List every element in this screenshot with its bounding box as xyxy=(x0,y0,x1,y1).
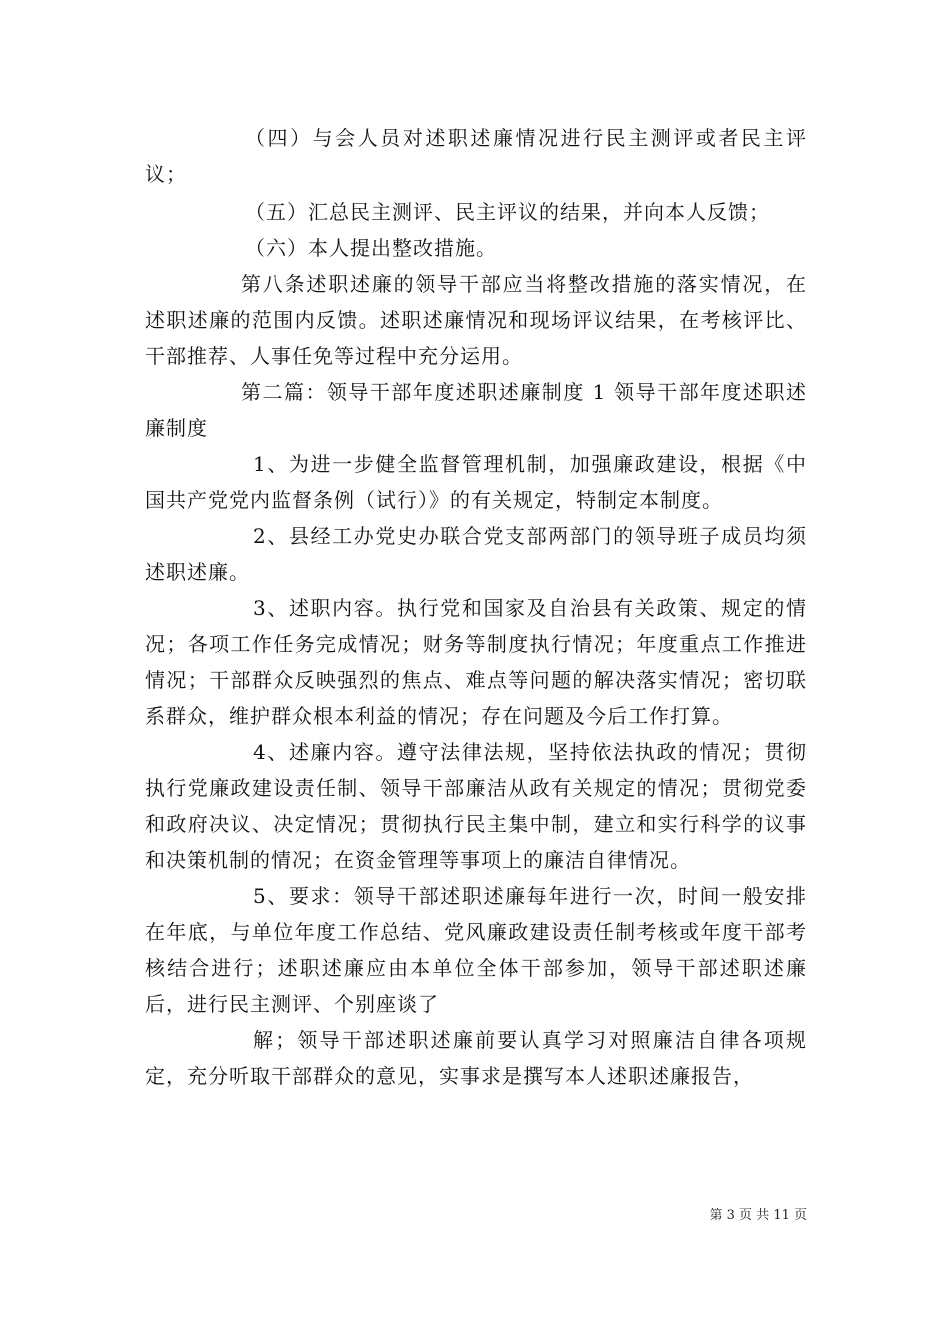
paragraph-item-6: （六）本人提出整改措施。 xyxy=(245,236,497,260)
paragraph-rule-4: 4、述廉内容。遵守法律法规，坚持依法执政的情况；贯彻执行党廉政建设责任制、领导干部廉洁从政有关规定的情况；贯彻党委和政府决议、决定情况；贯彻执行民主集中制，建立和实行科学的议事和决策机制的情况；在资金管理等事项上的廉洁自律情况。 xyxy=(145,740,807,872)
paragraph-item-4: （四）与会人员对述职述廉情况进行民主测评或者民主评议； xyxy=(145,126,807,186)
paragraph-rule-3: 3、述职内容。执行党和国家及自治县有关政策、规定的情况；各项工作任务完成情况；财务等制度执行情况；年度重点工作推进情况；干部群众反映强烈的焦点、难点等问题的解决落实情况；密切联系群众，维护群众根本利益的情况；存在问题及今后工作打算。 xyxy=(145,596,807,728)
paragraph-item-5: （五）汇总民主测评、民主评议的结果，并向本人反馈； xyxy=(245,200,770,224)
paragraph-continuation: 解；领导干部述职述廉前要认真学习对照廉洁自律各项规定，充分听取干部群众的意见，实事求是撰写本人述职述廉报告， xyxy=(145,1028,807,1088)
paragraph-rule-1: 1、为进一步健全监督管理机制，加强廉政建设，根据《中国共产党党内监督条例（试行）》的有关规定，特制定本制度。 xyxy=(145,452,807,512)
paragraph-article-8: 第八条述职述廉的领导干部应当将整改措施的落实情况，在述职述廉的范围内反馈。述职述廉情况和现场评议结果，在考核评比、干部推荐、人事任免等过程中充分运用。 xyxy=(145,272,807,368)
paragraph-rule-5: 5、要求：领导干部述职述廉每年进行一次，时间一般安排在年底，与单位年度工作总结、党风廉政建设责任制考核或年度干部考核结合进行；述职述廉应由本单位全体干部参加，领导干部述职述廉后，进行民主测评、个别座谈了 xyxy=(145,884,807,1016)
document-body xyxy=(145,120,807,1094)
paragraph-rule-2: 2、县经工办党史办联合党支部两部门的领导班子成员均须述职述廉。 xyxy=(145,524,807,584)
paragraph-section-heading: 第二篇：领导干部年度述职述廉制度 1 领导干部年度述职述廉制度 xyxy=(145,380,807,440)
page-number: 第 3 页 共 11 页 xyxy=(709,1208,807,1223)
